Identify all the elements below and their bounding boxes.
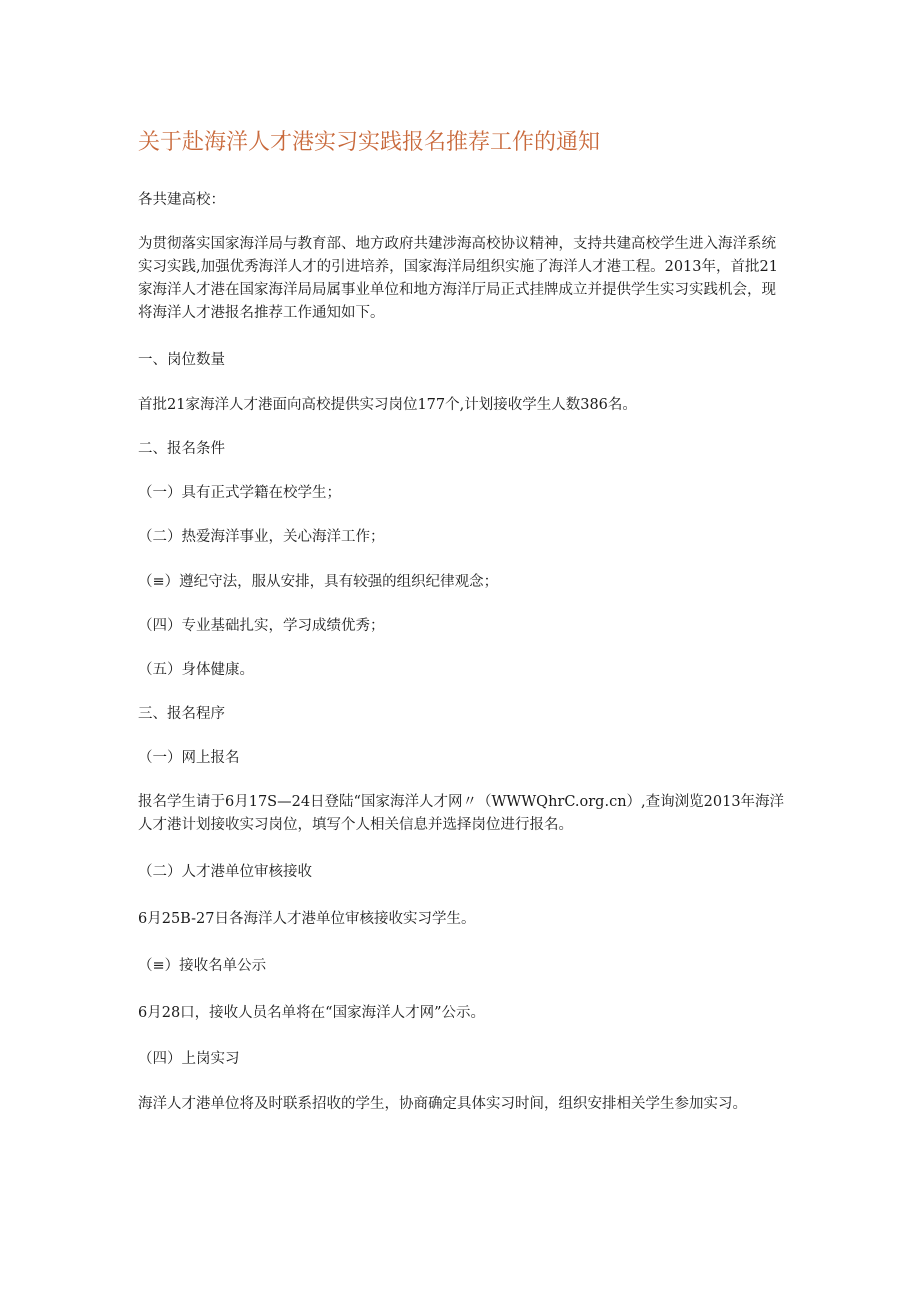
publicity-paragraph: 6月28口，接收人员名单将在“国家海洋人才网”公示。	[138, 1005, 485, 1021]
condition-item: （五）身体健康。	[138, 662, 254, 678]
internship-paragraph: 海洋人才港单位将及时联系招收的学生，协商确定具体实习时间，组织安排相关学生参加实习。	[138, 1096, 747, 1112]
section-heading-positions: 一、岗位数量	[138, 352, 225, 368]
condition-item: （≡）遵纪守法，服从安排，具有较强的组织纪律观念；	[138, 574, 499, 590]
intro-paragraph: 为贯彻落实国家海洋局与教育部、地方政府共建涉海高校协议精神，支持共建高校学生进入海洋系统实习实践,加强优秀海洋人才的引进培养，国家海洋局组织实施了海洋人才港工程。2013年，首批21家海洋人才港在国家海洋局局属事业单位和地方海洋厅局正式挂牌成立并提供学生实习实践机会，现将海洋人才港报名推荐工作通知如下。	[138, 236, 778, 321]
salutation: 各共建高校：	[138, 192, 225, 208]
section-heading-conditions: 二、报名条件	[138, 441, 225, 457]
step-heading-online-registration: （一）网上报名	[138, 750, 240, 766]
positions-paragraph: 首批21家海洋人才港面向高校提供实习岗位177个,计划接收学生人数386名。	[138, 397, 637, 413]
condition-item: （一）具有正式学籍在校学生；	[138, 485, 341, 501]
document-title: 关于赴海洋人才港实习实践报名推荐工作的通知	[138, 130, 601, 155]
review-paragraph: 6月25B-27日各海洋人才港单位审核接收实习学生。	[138, 911, 476, 927]
step-heading-publicity: （≡）接收名单公示	[138, 958, 267, 974]
step-heading-internship: （四）上岗实习	[138, 1051, 240, 1067]
section-heading-procedure: 三、报名程序	[138, 706, 225, 722]
step-heading-review: （二）人才港单位审核接收	[138, 864, 312, 880]
online-registration-paragraph: 报名学生请于6月17S—24日登陆“国家海洋人才网〃（WWWQhrC.org.cn）,查询浏览2013年海洋人才港计划接收实习岗位，填写个人相关信息并选择岗位进行报名。	[138, 794, 785, 833]
condition-item: （二）热爱海洋事业，关心海洋工作；	[138, 529, 385, 545]
condition-item: （四）专业基础扎实，学习成绩优秀；	[138, 618, 385, 634]
